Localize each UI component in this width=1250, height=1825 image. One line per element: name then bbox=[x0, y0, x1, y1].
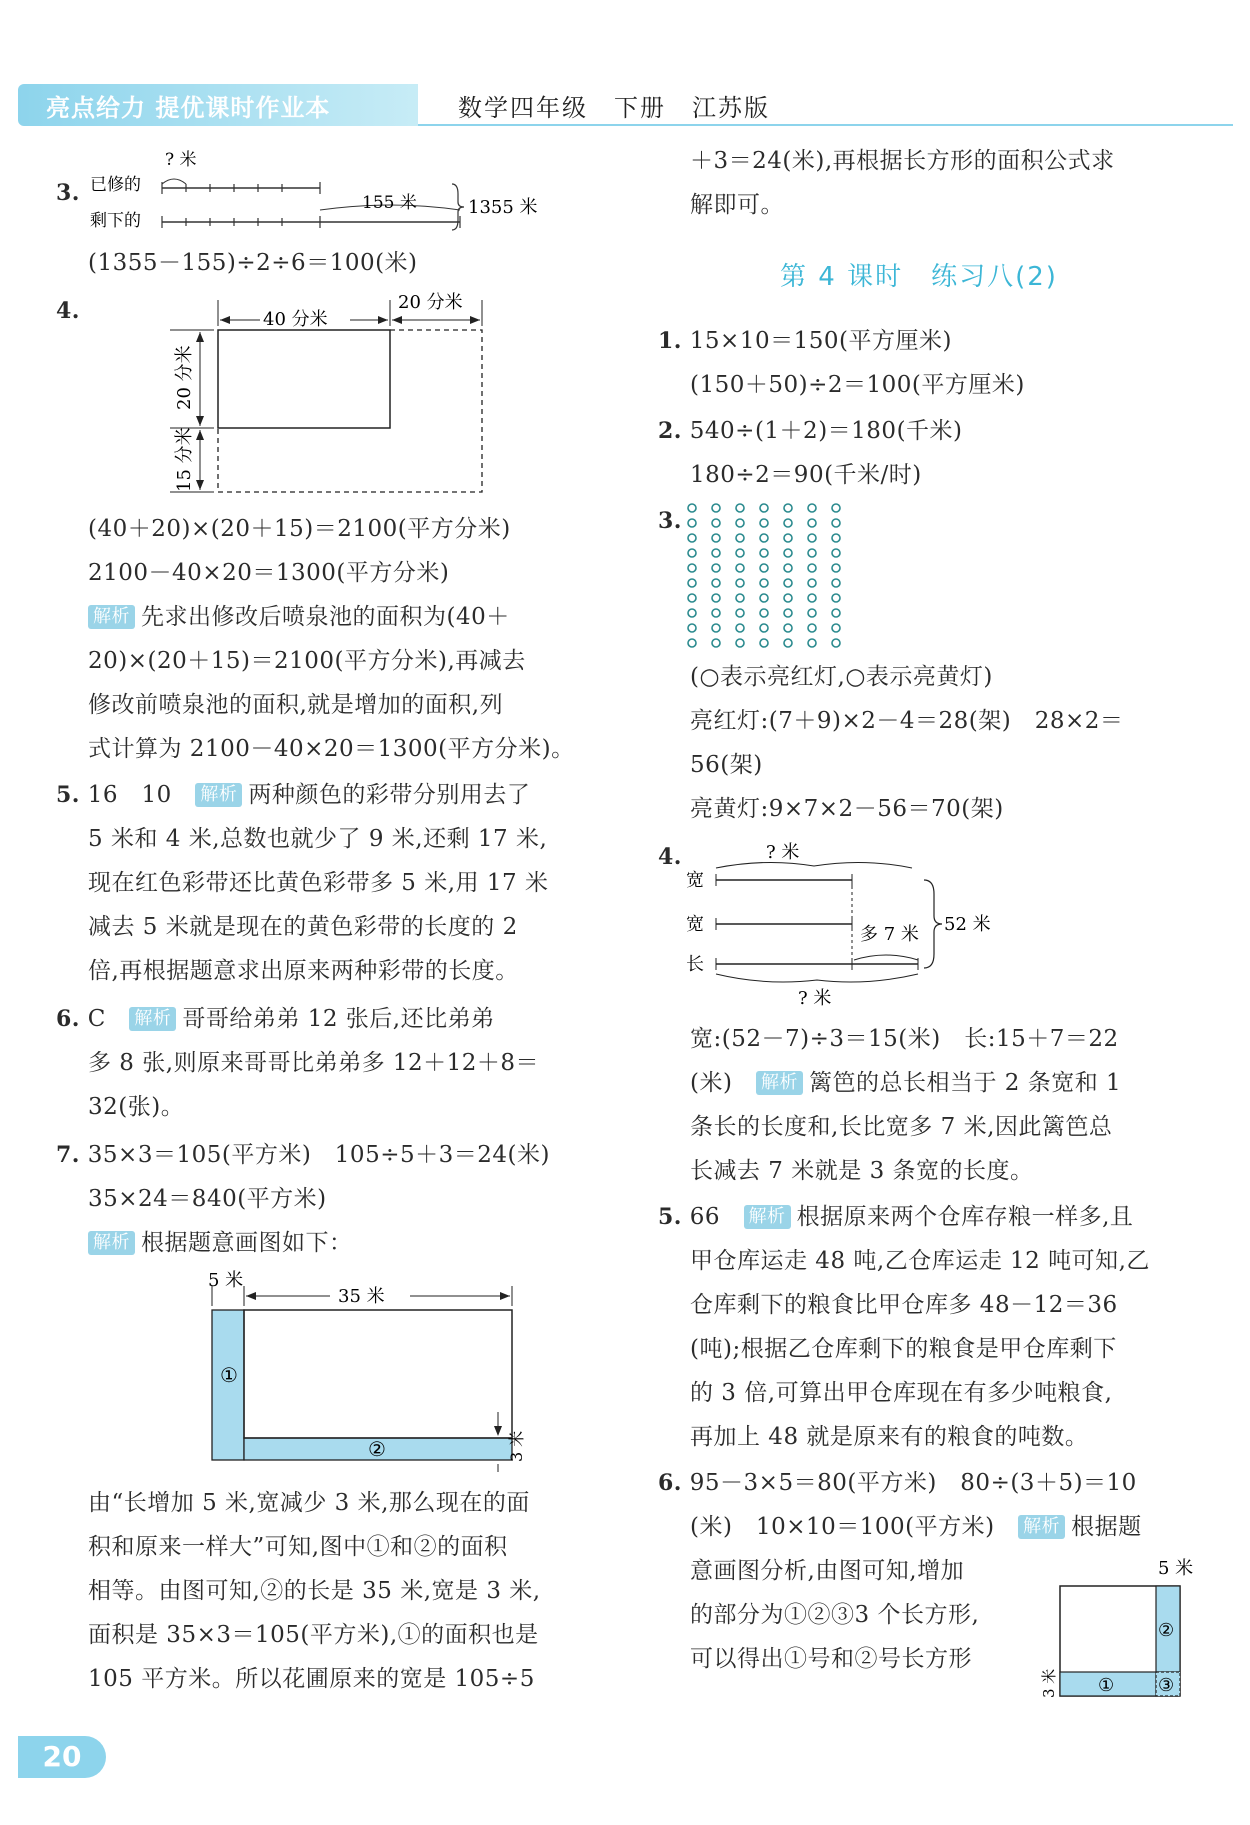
r-q2-line-1: 2. 540÷(1＋2)＝180(千米) bbox=[658, 418, 963, 444]
r-q4-q-top: ? 米 bbox=[766, 842, 800, 863]
q3-equation: (1355－155)÷2÷6＝100(米) bbox=[88, 250, 418, 276]
r-q6-explain-3: 可以得出①号和②号长方形 bbox=[690, 1646, 972, 1672]
light-dot bbox=[808, 639, 816, 647]
light-dot bbox=[736, 609, 744, 617]
light-dot bbox=[760, 504, 768, 512]
light-dot bbox=[712, 564, 720, 572]
r-q4-number: 4. bbox=[658, 844, 682, 870]
q4-explain-2: 20)×(20＋15)＝2100(平方分米),再减去 bbox=[88, 648, 526, 674]
analysis-tag: 解析 bbox=[195, 783, 242, 807]
q7-area-1: ① bbox=[220, 1363, 238, 1387]
q4-15dm-side: 15 分米 bbox=[174, 427, 195, 492]
light-dot bbox=[688, 624, 696, 632]
section-title: 第 4 课时 练习八(2) bbox=[780, 262, 1058, 292]
analysis-tag: 解析 bbox=[88, 1231, 135, 1255]
light-dot bbox=[760, 564, 768, 572]
q4-eq2: 2100－40×20＝1300(平方分米) bbox=[88, 560, 450, 586]
q7-garden-diagram bbox=[190, 1270, 526, 1472]
q7-explain-1: 解析 根据题意画图如下： bbox=[88, 1228, 353, 1258]
q7-para-1: 由“长增加 5 米,宽减少 3 米,那么现在的面 bbox=[88, 1490, 530, 1516]
q3-total: 1355 米 bbox=[468, 197, 538, 218]
light-dot bbox=[784, 624, 792, 632]
analysis-tag: 解析 bbox=[88, 605, 135, 629]
light-dot bbox=[832, 639, 840, 647]
r-q5-line-1: 5. 66 解析 根据原来两个仓库存粮一样多,且 bbox=[658, 1204, 1134, 1230]
r-q6-explain-2: 的部分为①②③3 个长方形, bbox=[690, 1602, 980, 1628]
light-dot bbox=[784, 594, 792, 602]
r-q4-chang: 长 bbox=[686, 954, 704, 975]
light-dot bbox=[688, 579, 696, 587]
light-dot bbox=[832, 594, 840, 602]
light-dot bbox=[760, 579, 768, 587]
r-q5-explain-4: (吨);根据乙仓库剩下的粮食是甲仓库剩下 bbox=[690, 1336, 1117, 1362]
light-dot bbox=[760, 624, 768, 632]
light-dot bbox=[808, 549, 816, 557]
light-dot bbox=[736, 579, 744, 587]
light-dot bbox=[760, 534, 768, 542]
r-q4-explain-3: 长减去 7 米就是 3 条宽的长度。 bbox=[690, 1158, 1034, 1184]
light-dot bbox=[736, 639, 744, 647]
r-q6-area-3: ③ bbox=[1158, 1675, 1175, 1696]
light-dot bbox=[832, 624, 840, 632]
light-dot bbox=[784, 534, 792, 542]
q4-explain-1: 解析 先求出修改后喷泉池的面积为(40＋ bbox=[88, 602, 510, 632]
r-q5-explain-5: 的 3 倍,可算出甲仓库现在有多少吨粮食, bbox=[690, 1380, 1113, 1406]
light-dot bbox=[688, 549, 696, 557]
light-dot bbox=[688, 594, 696, 602]
light-dot bbox=[784, 504, 792, 512]
q5-explain-3: 现在红色彩带还比黄色彩带多 5 米,用 17 米 bbox=[88, 870, 549, 896]
light-dot bbox=[712, 624, 720, 632]
light-dot bbox=[712, 504, 720, 512]
light-dot bbox=[832, 549, 840, 557]
r-q3-light-grid bbox=[684, 500, 864, 660]
light-dot bbox=[712, 609, 720, 617]
analysis-tag: 解析 bbox=[756, 1071, 803, 1095]
r-q4-kuan-1: 宽 bbox=[686, 870, 704, 891]
light-dot bbox=[760, 519, 768, 527]
q7-para-5: 105 平方米。所以花圃原来的宽是 105÷5 bbox=[88, 1666, 535, 1692]
q7-area-2: ② bbox=[368, 1437, 386, 1461]
r-q4-eq: 宽:(52－7)÷3＝15(米) 长:15＋7＝22 bbox=[690, 1026, 1119, 1052]
q4-explain-3: 修改前喷泉池的面积,就是增加的面积,列 bbox=[88, 692, 504, 718]
r-q3-yellow: 亮黄灯:9×7×2－56＝70(架) bbox=[690, 796, 1004, 822]
q4-explain-4: 式计算为 2100－40×20＝1300(平方分米)。 bbox=[88, 736, 575, 762]
light-dot bbox=[760, 549, 768, 557]
r-q6-line-2: (米) 10×10＝100(平方米) 解析 根据题 bbox=[690, 1514, 1142, 1540]
light-dot bbox=[736, 564, 744, 572]
r-q4-52m: 52 米 bbox=[944, 914, 991, 935]
r-q5-explain-6: 再加上 48 就是原来有的粮食的吨数。 bbox=[690, 1424, 1089, 1450]
light-dot bbox=[736, 594, 744, 602]
light-dot bbox=[784, 549, 792, 557]
r-q3-red: 亮红灯:(7＋9)×2－4＝28(架) 28×2＝ bbox=[690, 708, 1124, 734]
r-q1-line-2: (150＋50)÷2＝100(平方厘米) bbox=[690, 372, 1025, 398]
light-dot bbox=[784, 609, 792, 617]
r-q6-line-1: 6. 95－3×5＝80(平方米) 80÷(3＋5)＝10 bbox=[658, 1470, 1137, 1496]
q5-line-1: 5. 16 10 解析 两种颜色的彩带分别用去了 bbox=[56, 782, 531, 808]
r-q4-explain-2: 条长的长度和,长比宽多 7 米,因此篱笆总 bbox=[690, 1114, 1113, 1140]
light-dot bbox=[808, 564, 816, 572]
light-dot bbox=[832, 504, 840, 512]
r-q4-q-bottom: ? 米 bbox=[798, 988, 832, 1009]
q7-eq2: 35×24＝840(平方米) bbox=[88, 1186, 327, 1212]
q5-explain-4: 减去 5 米就是现在的黄色彩带的长度的 2 bbox=[88, 914, 518, 940]
light-dot bbox=[784, 564, 792, 572]
r-q5-explain-2: 甲仓库运走 48 吨,乙仓库运走 12 吨可知,乙 bbox=[690, 1248, 1150, 1274]
q7-para-4: 面积是 35×3＝105(平方米),①的面积也是 bbox=[88, 1622, 539, 1648]
r-q6-3m: 3 米 bbox=[1040, 1668, 1058, 1698]
q4-eq1: (40＋20)×(20＋15)＝2100(平方分米) bbox=[88, 516, 511, 542]
book-title: 亮点给力 提优课时作业本 bbox=[46, 94, 331, 122]
light-dot bbox=[784, 519, 792, 527]
analysis-tag: 解析 bbox=[744, 1205, 791, 1229]
q3-155: 155 米 bbox=[362, 193, 417, 213]
light-dot bbox=[832, 609, 840, 617]
light-dot bbox=[688, 639, 696, 647]
q4-number: 4. bbox=[56, 298, 80, 324]
header-divider bbox=[418, 124, 1233, 126]
q7-line-1: 7. 35×3＝105(平方米) 105÷5＋3＝24(米) bbox=[56, 1142, 550, 1168]
r-q3-legend: (○表示亮红灯,○表示亮黄灯) bbox=[690, 664, 993, 690]
light-dot bbox=[712, 639, 720, 647]
q7-continued-1: ＋3＝24(米),再根据长方形的面积公式求 bbox=[690, 148, 1115, 174]
analysis-tag: 解析 bbox=[129, 1007, 176, 1031]
q4-40dm: 40 分米 bbox=[263, 309, 328, 330]
r-q4-explain-1: (米) 解析 篱笆的总长相当于 2 条宽和 1 bbox=[690, 1070, 1122, 1096]
q3-line-diagram bbox=[90, 150, 470, 230]
r-q6-explain-1: 意画图分析,由图可知,增加 bbox=[690, 1558, 965, 1584]
q5-explain-2: 5 米和 4 米,总数也就少了 9 米,还剩 17 米, bbox=[88, 826, 548, 852]
light-dot bbox=[808, 519, 816, 527]
page-number: 20 bbox=[18, 1736, 106, 1778]
light-dot bbox=[736, 624, 744, 632]
analysis-tag: 解析 bbox=[1018, 1515, 1065, 1539]
q7-5m: 5 米 bbox=[208, 1270, 244, 1291]
light-dot bbox=[808, 579, 816, 587]
light-dot bbox=[712, 549, 720, 557]
subject-grade: 数学四年级 下册 江苏版 bbox=[458, 94, 770, 122]
q6-line-1: 6. C 解析 哥哥给弟弟 12 张后,还比弟弟 bbox=[56, 1006, 495, 1032]
light-dot bbox=[784, 639, 792, 647]
light-dot bbox=[712, 594, 720, 602]
q3-question: ? 米 bbox=[165, 150, 197, 170]
q3-label-done: 已修的 bbox=[90, 175, 141, 195]
q4-20dm-side: 20 分米 bbox=[174, 345, 195, 410]
q7-3m: 3 米 bbox=[507, 1430, 526, 1462]
light-dot bbox=[760, 594, 768, 602]
light-dot bbox=[688, 534, 696, 542]
light-dot bbox=[736, 549, 744, 557]
light-dot bbox=[736, 534, 744, 542]
q3-label-left: 剩下的 bbox=[90, 211, 141, 231]
light-dot bbox=[784, 579, 792, 587]
light-dot bbox=[736, 504, 744, 512]
r-q4-kuan-2: 宽 bbox=[686, 914, 704, 935]
light-dot bbox=[688, 504, 696, 512]
r-q6-5m: 5 米 bbox=[1158, 1558, 1194, 1579]
r-q4-fence-diagram bbox=[686, 836, 1006, 1016]
light-dot bbox=[808, 609, 816, 617]
q7-para-2: 积和原来一样大”可知,图中①和②的面积 bbox=[88, 1534, 508, 1560]
r-q6-square-diagram bbox=[1040, 1556, 1210, 1706]
light-dot bbox=[808, 594, 816, 602]
light-dot bbox=[712, 534, 720, 542]
q7-35m: 35 米 bbox=[338, 1286, 385, 1307]
light-dot bbox=[712, 579, 720, 587]
light-dot bbox=[832, 579, 840, 587]
light-dot bbox=[808, 624, 816, 632]
r-q3-number: 3. bbox=[658, 508, 682, 534]
q3-number: 3. bbox=[56, 180, 80, 206]
light-dot bbox=[760, 639, 768, 647]
q4-20dm-top: 20 分米 bbox=[398, 292, 463, 313]
q3-total-brace bbox=[450, 182, 540, 232]
light-dot bbox=[688, 609, 696, 617]
r-q2-line-2: 180÷2＝90(千米/时) bbox=[690, 462, 922, 488]
q6-explain-3: 32(张)。 bbox=[88, 1094, 185, 1120]
light-dot bbox=[736, 519, 744, 527]
light-dot bbox=[808, 534, 816, 542]
light-dot bbox=[712, 519, 720, 527]
q7-continued-2: 解即可。 bbox=[690, 192, 784, 218]
r-q6-area-1: ① bbox=[1098, 1675, 1115, 1696]
r-q4-more7: 多 7 米 bbox=[860, 924, 919, 945]
r-q6-area-2: ② bbox=[1158, 1620, 1175, 1641]
light-dot bbox=[688, 564, 696, 572]
light-dots bbox=[688, 504, 840, 647]
q5-explain-5: 倍,再根据题意求出原来两种彩带的长度。 bbox=[88, 958, 519, 984]
q6-explain-2: 多 8 张,则原来哥哥比弟弟多 12＋12＋8＝ bbox=[88, 1050, 540, 1076]
r-q3-red-2: 56(架) bbox=[690, 752, 763, 778]
light-dot bbox=[832, 519, 840, 527]
light-dot bbox=[832, 534, 840, 542]
q4-fountain-diagram bbox=[160, 292, 500, 502]
light-dot bbox=[808, 504, 816, 512]
light-dot bbox=[832, 564, 840, 572]
light-dot bbox=[688, 519, 696, 527]
r-q1-line-1: 1. 15×10＝150(平方厘米) bbox=[658, 328, 952, 354]
q7-para-3: 相等。由图可知,②的长是 35 米,宽是 3 米, bbox=[88, 1578, 541, 1604]
r-q5-explain-3: 仓库剩下的粮食比甲仓库多 48－12＝36 bbox=[690, 1292, 1118, 1318]
light-dot bbox=[760, 609, 768, 617]
